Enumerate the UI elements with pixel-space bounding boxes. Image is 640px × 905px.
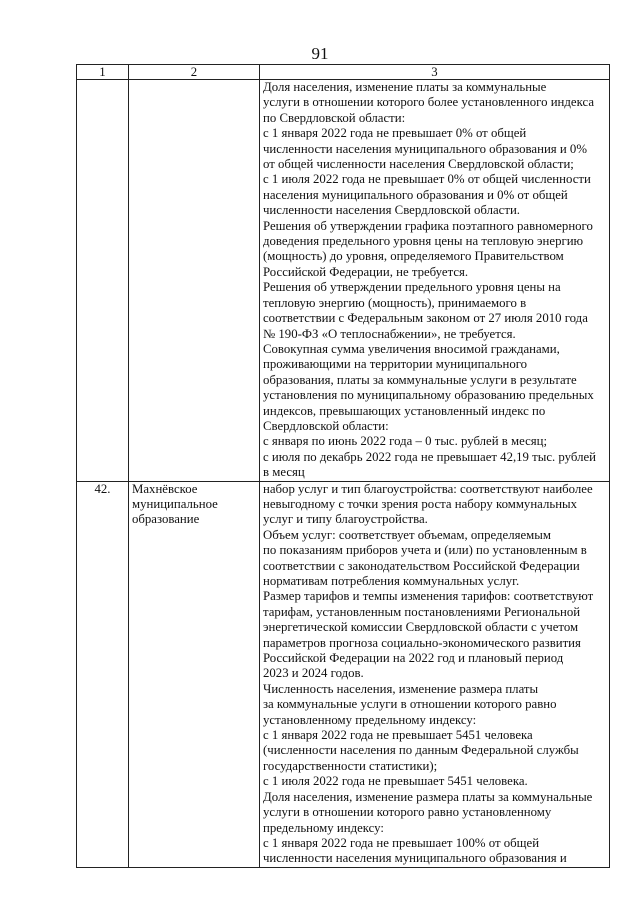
- description-line: проживающими на территории муниципального: [263, 357, 528, 372]
- description-line: Доля населения, изменение размера платы за коммунальные: [263, 789, 593, 804]
- description-line: с июля по декабрь 2022 года не превышает 42,19 тыс. рублей: [263, 449, 596, 464]
- description-line: Объем услуг: соответствует объемам, определяемым: [263, 527, 551, 542]
- description-line: соответствии с Федеральным законом от 27 июля 2010 года: [263, 311, 588, 326]
- municipality-name-line: муниципальное: [132, 496, 218, 511]
- description-cell: [260, 80, 610, 482]
- description-line: 2023 и 2024 годов.: [263, 666, 364, 681]
- description-line: Доля населения, изменение платы за коммунальные: [263, 80, 547, 94]
- description-line: образования, платы за коммунальные услуги в результате: [263, 372, 577, 387]
- regulation-table: [76, 64, 610, 868]
- description-line: установления по муниципальному образованию предельных: [263, 388, 594, 403]
- description-line: набор услуг и тип благоустройства: соответствуют наиболее: [263, 481, 593, 496]
- description-line: с 1 июля 2022 года не превышает 0% от общей численности: [263, 172, 591, 187]
- description-line: Решения об утверждении предельного уровня цены на: [263, 280, 561, 295]
- description-line: услуги в отношении которого равно установленному: [263, 805, 552, 820]
- description-line: (численности населения по данным Федеральной службы: [263, 743, 579, 758]
- description-line: Российской Федерации, не требуется.: [263, 264, 469, 279]
- description-line: по показаниям приборов учета и (или) по установленным в: [263, 543, 587, 558]
- row-number-cell: 42.: [77, 481, 129, 867]
- table-row: [77, 80, 610, 482]
- description-line: предельному индексу:: [263, 820, 384, 835]
- description-line: государственности статистики);: [263, 758, 438, 773]
- description-line: тепловую энергию (мощность), принимаемого в: [263, 295, 527, 310]
- description-line: услуг и типу благоустройства.: [263, 512, 428, 527]
- description-line: с 1 июля 2022 года не превышает 5451 человека.: [263, 774, 528, 789]
- row-number-cell: [77, 80, 129, 482]
- description-line: численности населения муниципального образования и: [263, 851, 567, 866]
- description-line: численности населения Свердловской области.: [263, 203, 520, 218]
- description-line: населения муниципального образования и 0% от общей: [263, 187, 568, 202]
- municipality-name-cell: [129, 481, 260, 867]
- municipality-name-line: образование: [132, 512, 200, 527]
- municipality-name-line: Махнёвское: [132, 481, 198, 496]
- column-header-2: 2: [129, 65, 260, 80]
- column-header-1: 1: [77, 65, 129, 80]
- page-number: 91: [311, 44, 329, 63]
- description-line: Российской Федерации на 2022 год и плановый период: [263, 651, 564, 666]
- description-line: с 1 января 2022 года не превышает 100% от общей: [263, 835, 540, 850]
- description-line: Совокупная сумма увеличения вносимой гражданами,: [263, 341, 560, 356]
- description-line: с января по июнь 2022 года – 0 тыс. рублей в месяц;: [263, 434, 548, 449]
- description-cell: [260, 481, 610, 867]
- description-line: с 1 января 2022 года не превышает 5451 человека: [263, 728, 533, 743]
- description-line: по Свердловской области:: [263, 110, 406, 125]
- description-line: Численность населения, изменение размера платы: [263, 681, 539, 696]
- municipality-name-cell: [129, 80, 260, 482]
- description-line: в месяц: [263, 465, 305, 480]
- description-line: от общей численности населения Свердловской области;: [263, 157, 574, 172]
- description-line: Свердловской области:: [263, 418, 389, 433]
- description-line: за коммунальные услуги в отношении которого равно: [263, 697, 557, 712]
- description-line: индексов, превышающих установленный индекс по: [263, 403, 546, 418]
- description-line: нормативам потребления коммунальных услуг.: [263, 574, 520, 588]
- description-line: соответствии с законодательством Российской Федерации: [263, 558, 580, 573]
- description-line: установленному предельному индексу:: [263, 712, 477, 727]
- description-line: численности населения муниципального образования и 0%: [263, 141, 587, 156]
- description-line: доведения предельного уровня цены на тепловую энергию: [263, 234, 584, 249]
- description-line: Размер тарифов и темпы изменения тарифов: соответствуют: [263, 589, 594, 604]
- table-row: [77, 481, 610, 867]
- description-line: Решения об утверждении графика поэтапного равномерного: [263, 218, 593, 233]
- description-line: невыгодному с точки зрения роста набору коммунальных: [263, 496, 578, 511]
- description-line: тарифам, установленным постановлениями Региональной: [263, 604, 581, 619]
- column-header-3: 3: [260, 65, 610, 80]
- description-line: № 190-ФЗ «О теплоснабжении», не требуется.: [263, 326, 516, 341]
- description-line: с 1 января 2022 года не превышает 0% от общей: [263, 126, 527, 141]
- description-line: параметров прогноза социально-экономического развития: [263, 635, 581, 650]
- table-body: [77, 80, 610, 868]
- table-header-row: [77, 65, 610, 80]
- description-line: (мощность) до уровня, определяемого Правительством: [263, 249, 564, 264]
- description-line: услуги в отношении которого более установленного индекса: [263, 95, 594, 110]
- description-line: энергетической комиссии Свердловской области с учетом: [263, 620, 579, 635]
